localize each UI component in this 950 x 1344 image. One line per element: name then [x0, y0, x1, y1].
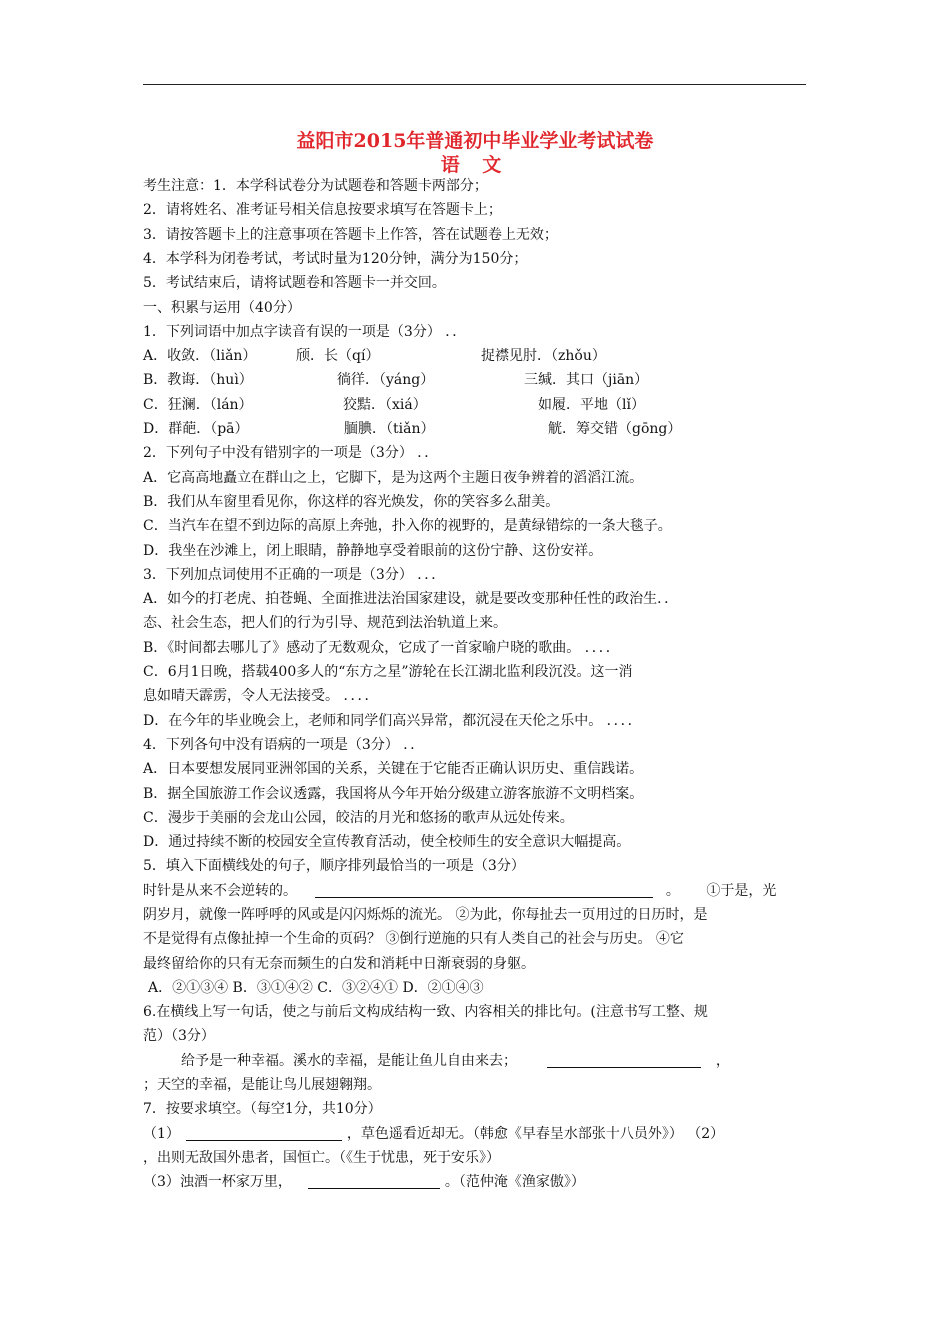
notice-line: 考生注意：1．本学科试卷分为试题卷和答题卡两部分；: [143, 178, 488, 194]
q1-option-a: [143, 347, 606, 365]
q6-line3: [181, 1052, 730, 1070]
q7-blank-3[interactable]: [308, 1174, 440, 1189]
q5-options: A．②①③④ B．③①④② C．③②④① D．②①④③: [148, 980, 484, 996]
q6-answer-blank[interactable]: [547, 1053, 701, 1068]
q1-d-word3: 觥．筹交错（gōng）: [548, 421, 682, 437]
q3-option-d: D．在今年的毕业晚会上，老师和同学们高兴异常，都沉浸在天伦之乐中。 ．．．．: [143, 713, 642, 729]
q5-line2: 阴岁月，就像一阵呼呼的风或是闪闪烁烁的流光。 ②为此，你每扯去一页用过的日历时，是: [143, 907, 708, 923]
exam-subject: 语 文: [440, 154, 510, 176]
exam-title: 益阳市2015年普通初中毕业学业考试试卷: [296, 130, 654, 152]
q3-stem: 3．下列加点词使用不正确的一项是（3分） ．．．: [143, 567, 446, 583]
q1-d-word1: D．群葩．（pā）: [143, 421, 249, 437]
notice-line: 3．请按答题卡上的注意事项在答题卡上作答，答在试题卷上无效；: [143, 227, 558, 243]
q5-line4: 最终留给你的只有无奈而频生的白发和消耗中日渐衰弱的身躯。: [143, 956, 535, 972]
q6-text: 给予是一种幸福。溪水的幸福，是能让鱼儿自由来去；: [181, 1053, 517, 1069]
q1-c-word2: 狡黠．（xiá）: [343, 397, 427, 413]
q5-text: 时针是从来不会逆转的。: [143, 883, 297, 899]
notice-line: 2．请将姓名、准考证号相关信息按要求填写在答题卡上；: [143, 202, 502, 218]
q7-blank-1[interactable]: [186, 1126, 342, 1141]
q1-b-word3: 三缄．其口（jiān）: [524, 372, 649, 388]
q4-stem: 4．下列各句中没有语病的一项是（3分） ．．: [143, 737, 425, 753]
q5-line3: 不是觉得有点像扯掉一个生命的页码？ ③倒行逆施的只有人类自己的社会与历史。 ④它: [143, 931, 684, 947]
q7-stem: 7．按要求填空。（每空1分，共10分）: [143, 1101, 382, 1117]
q3-option-c-cont: 息如晴天霹雳，令人无法接受。 ．．．．: [143, 688, 379, 704]
q3-option-b: B．《时间都去哪儿了》感动了无数观众，它成了一首家喻户晓的歌曲。 ．．．．: [143, 640, 620, 656]
q6-line2: 范）（3分）: [143, 1028, 215, 1044]
q3-option-a: A．如今的打老虎、拍苍蝇、全面推进法治国家建设，就是要改变那种任性的政治生．．: [143, 591, 679, 607]
q1-b-word1: B．教诲．（huì）: [143, 372, 253, 388]
header-rule: [143, 84, 806, 85]
q6-line4: ；天空的幸福，是能让鸟儿展翅翱翔。: [143, 1077, 381, 1093]
q7-item3-source: 。（范仲淹《渔家傲》）: [444, 1174, 585, 1190]
q7-item1-label: （1）: [143, 1126, 180, 1142]
q4-option-a: A．日本要想发展同亚洲邻国的关系，关键在于它能否正确认识历史、重信践诺。: [143, 761, 644, 777]
q1-option-d: [143, 420, 682, 438]
q1-b-word2: 徜徉．（yáng）: [337, 372, 435, 388]
q1-stem: 1．下列词语中加点字读音有误的一项是（3分） ．．: [143, 324, 467, 340]
q5-sentence1: ①于是，光: [706, 883, 777, 899]
q5-line1: [143, 882, 776, 900]
q1-a-word3: 捉襟见肘．（zhǒu）: [481, 348, 606, 364]
q4-option-d: D．通过持续不断的校园安全宣传教育活动，使全校师生的安全意识大幅提高。: [143, 834, 631, 850]
q4-option-c: C．漫步于美丽的会龙山公园，皎洁的月光和悠扬的歌声从远处传来。: [143, 810, 574, 826]
q2-option-c: C．当汽车在望不到边际的高原上奔弛，扑入你的视野的，是黄绿错综的一条大毯子。: [143, 518, 672, 534]
q3-option-c: C．6月1日晚，搭载400多人的“东方之星”游轮在长江湖北监利段沉没。这一消: [143, 664, 633, 680]
q1-option-c: [143, 396, 645, 414]
q7-line1: [143, 1125, 724, 1143]
q3-option-a-cont: 态、社会生态，把人们的行为引导、规范到法治轨道上来。: [143, 615, 507, 631]
q7-item3-text: （3）浊酒一杯家万里，: [143, 1174, 292, 1190]
q6-comma: ，: [715, 1053, 730, 1069]
q7-line3: [143, 1173, 585, 1191]
q7-item1-text: ，草色遥看近却无。（韩愈《早春呈水部张十八员外》） （2）: [346, 1126, 725, 1142]
q6-line1: 6.在横线上写一句话，使之与前后文构成结构一致、内容相关的排比句。(注意书写工整、规: [143, 1004, 708, 1020]
notice-line: 5．考试结束后，请将试题卷和答题卡一并交回。: [143, 275, 446, 291]
notice-line: 4．本学科为闭卷考试，考试时量为120分钟，满分为150分；: [143, 251, 528, 267]
q5-answer-blank[interactable]: [315, 883, 653, 898]
q2-option-d: D．我坐在沙滩上，闭上眼睛，静静地享受着眼前的这份宁静、这份安祥。: [143, 543, 603, 559]
q5-period: 。: [665, 883, 680, 899]
q4-option-b: B．据全国旅游工作会议透露，我国将从今年开始分级建立游客旅游不文明档案。: [143, 786, 644, 802]
q1-a-word2: 颀．长（qí）: [296, 348, 380, 364]
q2-stem: 2．下列句子中没有错别字的一项是（3分） ．．: [143, 445, 439, 461]
q1-d-word2: 腼腆．（tiǎn）: [344, 421, 435, 437]
q2-option-b: B．我们从车窗里看见你，你这样的容光焕发，你的笑容多么甜美。: [143, 494, 560, 510]
q2-option-a: A．它高高地矗立在群山之上，它脚下，是为这两个主题日夜争辨着的滔滔江流。: [143, 470, 644, 486]
q7-line2: ，出则无敌国外患者，国恒亡。（《生于忧患，死于安乐》）: [143, 1150, 500, 1166]
q1-c-word1: C．狂澜．（lán）: [143, 397, 253, 413]
q1-c-word3: 如履．平地（lǐ）: [538, 397, 645, 413]
q1-option-b: [143, 371, 649, 389]
section-heading: 一、积累与运用（40分）: [143, 300, 301, 316]
q5-stem: 5．填入下面横线处的句子，顺序排列最恰当的一项是（3分）: [143, 858, 525, 874]
q1-a-word1: A．收敛．（liǎn）: [143, 348, 257, 364]
